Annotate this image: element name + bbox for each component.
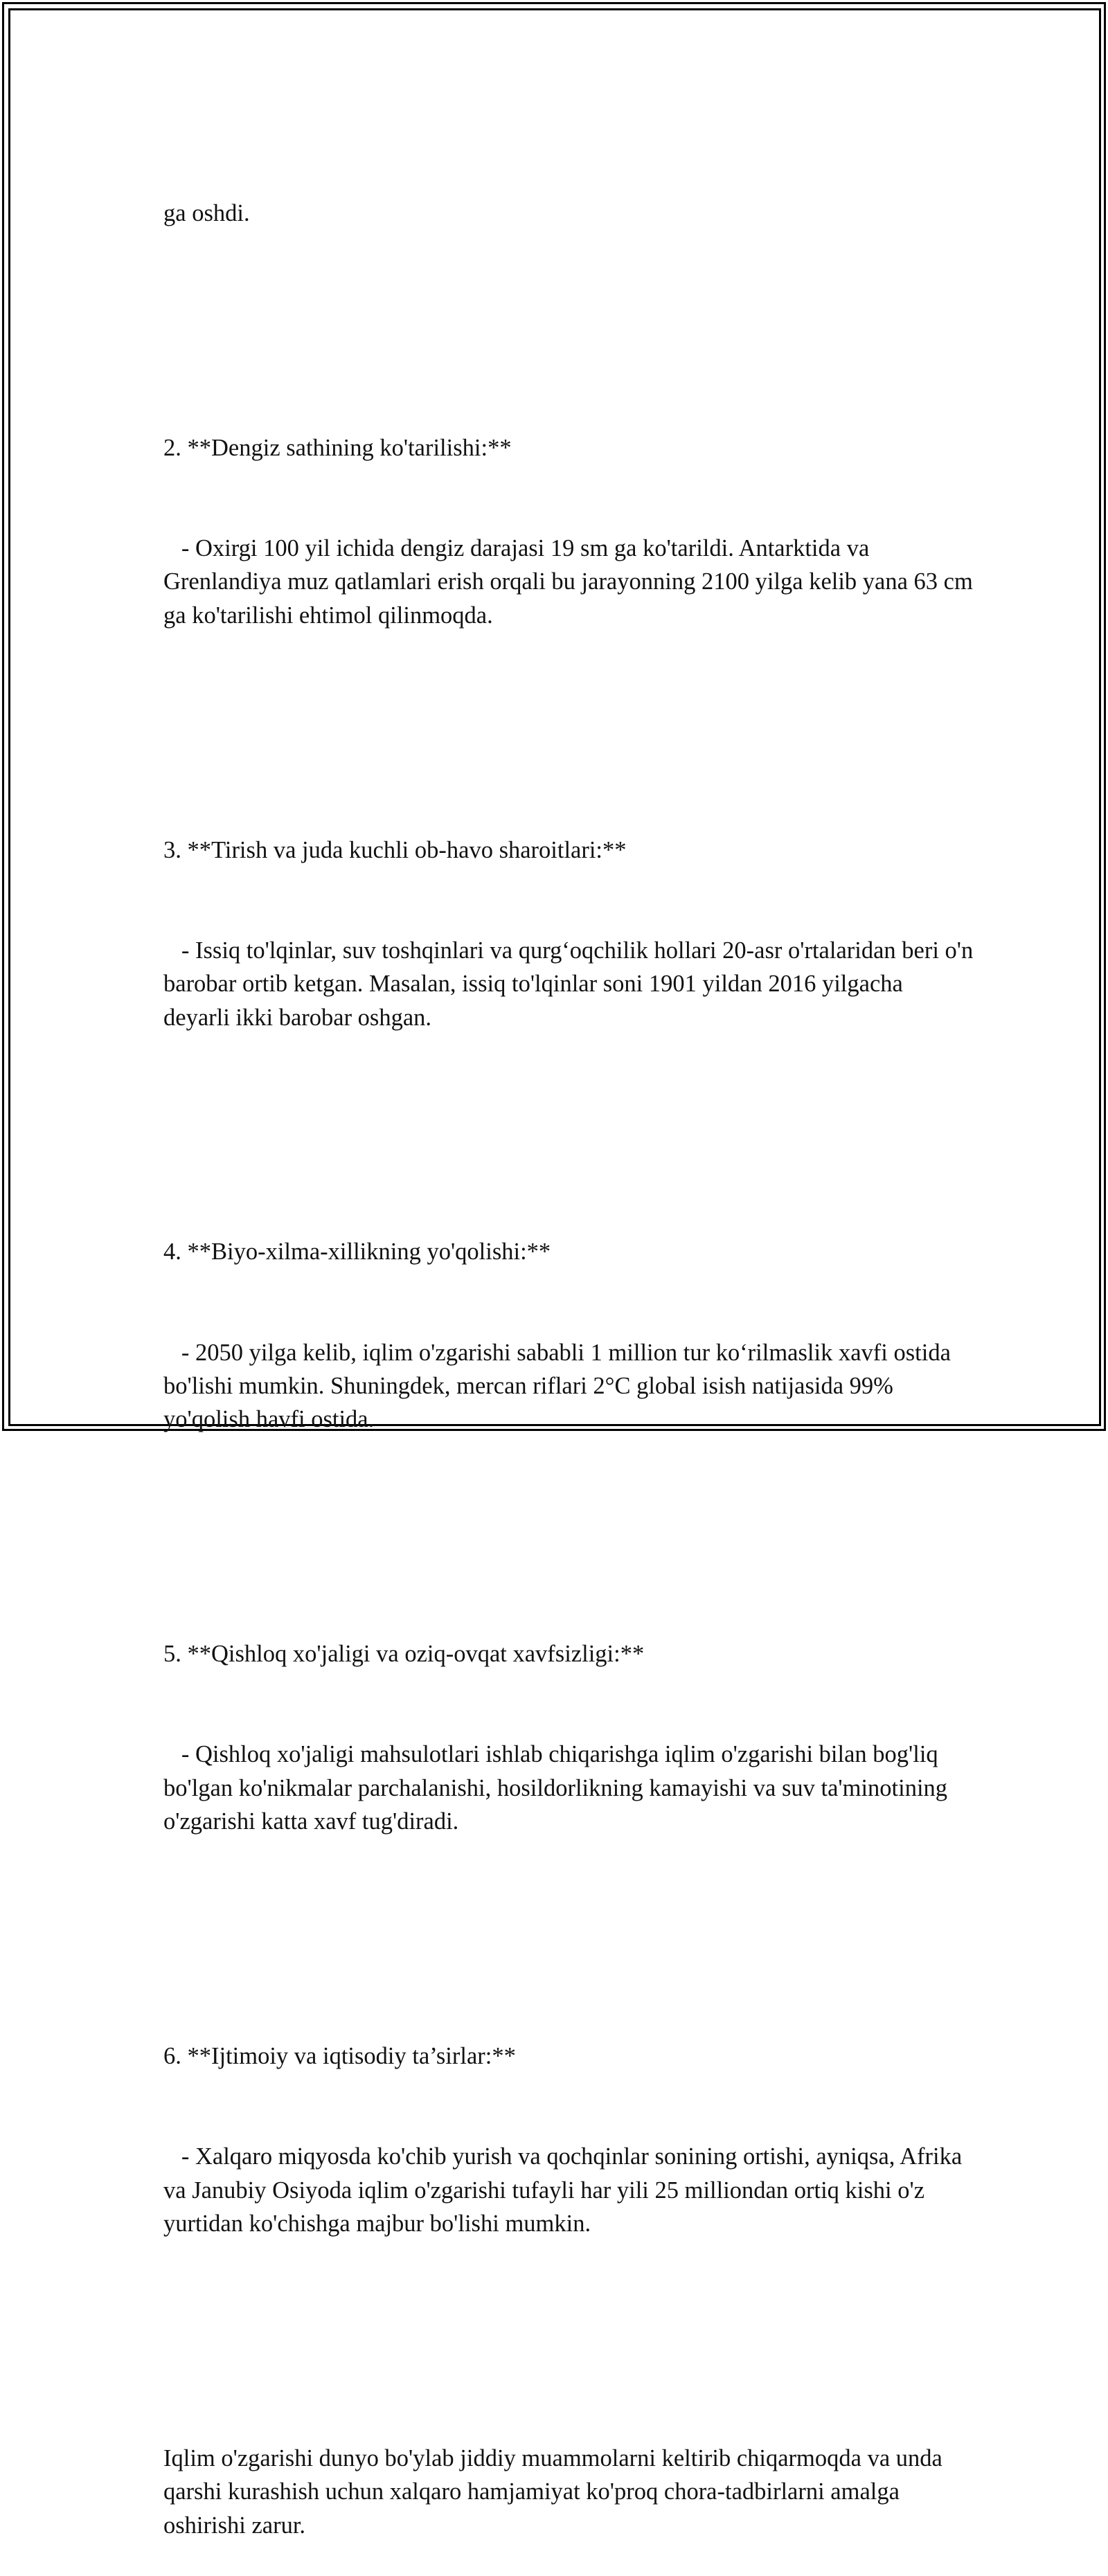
document-body xyxy=(163,129,979,2576)
section-heading: 5. **Qishloq xo'jaligi va oziq-ovqat xavfsizligi:** xyxy=(163,1641,645,1668)
section-heading: 3. **Tirish va juda kuchli ob-havo sharoitlari:** xyxy=(163,836,627,863)
paragraph-gap xyxy=(163,699,974,732)
section-body: - 2050 yilga kelib, iqlim o'zgarishi sababli 1 million tur ko‘rilmaslik xavfi ostida bo'lishi mumkin. Shuningdek, mercan riflari 2°C global isish natijasida 99% yo'qolish havfi ostida. xyxy=(163,1339,957,1433)
section-body: - Xalqaro miqyosda ko'chib yurish va qochqinlar sonining ortishi, ayniqsa, Afrika va Janubiy Osiyoda iqlim o'zgarishi tufayli har yili 25 milliondan ortiq kishi o'z yurtidan ko'chishga majbur bo'lishi mumkin. xyxy=(163,2143,968,2237)
paragraph-gap xyxy=(163,1905,974,1938)
section-heading: 4. **Biyo-xilma-xillikning yo'qolishi:** xyxy=(163,1239,551,1266)
continuation-line: ga oshdi. xyxy=(163,199,250,226)
paragraph-gap xyxy=(163,2307,974,2341)
paragraph-gap xyxy=(163,1504,974,1537)
paragraph-gap xyxy=(163,297,974,330)
section-body: - Oxirgi 100 yil ichida dengiz darajasi 19 sm ga ko'tarildi. Antarktida va Grenlandiya muz qatlamlari erish orqali bu jarayonning 2100 yilga kelib yana 63 cm ga ko'tarilishi ehtimol qilinmoqda. xyxy=(163,534,979,629)
section-heading: 6. **Ijtimoiy va iqtisodiy ta’sirlar:** xyxy=(163,2043,516,2070)
section-heading: 2. **Dengiz sathining ko'tarilishi:** xyxy=(163,434,512,461)
paragraph-gap xyxy=(163,1101,974,1135)
section-body: - Qishloq xo'jaligi mahsulotlari ishlab chiqarishga iqlim o'zgarishi bilan bog'liq bo'lgan ko'nikmalar parchalanishi, hosildorlikning kamayishi va suv ta'minotining o'zgarishi katta xavf tug'diradi. xyxy=(163,1741,954,1835)
section-body: - Issiq to'lqinlar, suv toshqinlari va qurg‘oqchilik hollari 20-asr o'rtalaridan beri o'n barobar ortib ketgan. Masalan, issiq to'lqinlar soni 1901 yildan 2016 yilgacha deyarli ikki barobar oshgan. xyxy=(163,937,979,1031)
conclusion-paragraph: Iqlim o'zgarishi dunyo bo'ylab jiddiy muammolarni keltirib chiqarmoqda va unda qarshi kurashish uchun xalqaro hamjamiyat ko'proq chora-tadbirlarni amalga oshirishi zarur. xyxy=(163,2444,949,2539)
